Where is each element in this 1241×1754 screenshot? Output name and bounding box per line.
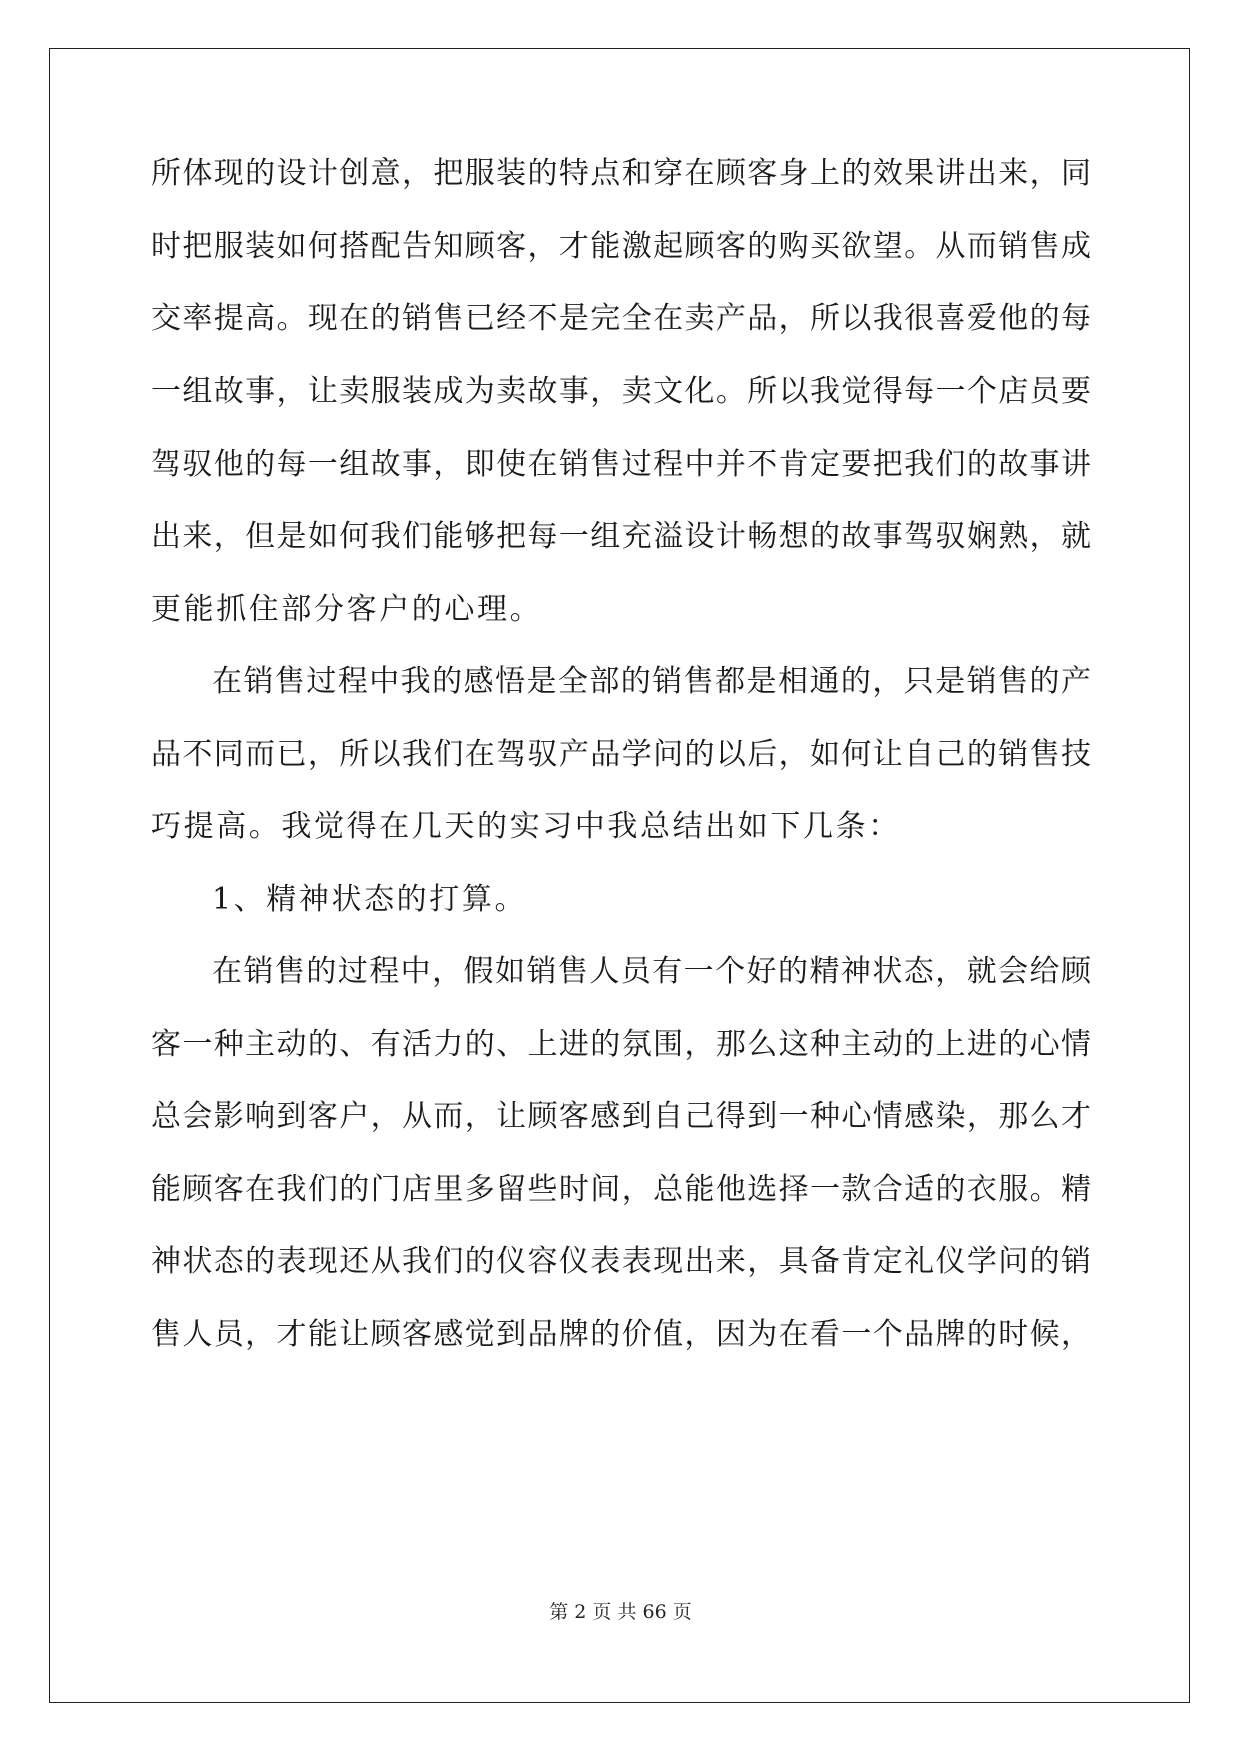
body-text-line: 巧提高。我觉得在几天的实习中我总结出如下几条： bbox=[151, 809, 901, 844]
body-text-line: 出来，但是如何我们能够把每一组充溢设计畅想的故事驾驭娴熟，就 bbox=[151, 519, 1091, 554]
body-text-line: 所体现的设计创意，把服装的特点和穿在顾客身上的效果讲出来，同 bbox=[151, 156, 1091, 191]
body-text-line: 总会影响到客户，从而，让顾客感到自己得到一种心情感染，那么才 bbox=[151, 1099, 1091, 1134]
page-number: 第 2 页 共 66 页 bbox=[549, 1601, 692, 1623]
body-text-line: 在销售的过程中，假如销售人员有一个好的精神状态，就会给顾 bbox=[212, 954, 1091, 989]
body-text-line: 更能抓住部分客户的心理。 bbox=[151, 592, 543, 627]
body-text-line: 交率提高。现在的销售已经不是完全在卖产品，所以我很喜爱他的每 bbox=[151, 301, 1091, 336]
page-border bbox=[49, 48, 1190, 1703]
body-text-line: 神状态的表现还从我们的仪容仪表表现出来，具备肯定礼仪学问的销 bbox=[151, 1244, 1091, 1279]
body-text-line: 一组故事，让卖服装成为卖故事，卖文化。所以我觉得每一个店员要 bbox=[151, 374, 1091, 409]
body-text-line: 品不同而已，所以我们在驾驭产品学问的以后，如何让自己的销售技 bbox=[151, 737, 1091, 772]
section-heading: 1、精神状态的打算。 bbox=[212, 882, 528, 917]
body-text-line: 客一种主动的、有活力的、上进的氛围，那么这种主动的上进的心情 bbox=[151, 1027, 1091, 1062]
body-text-line: 在销售过程中我的感悟是全部的销售都是相通的，只是销售的产 bbox=[212, 664, 1091, 699]
body-text-line: 能顾客在我们的门店里多留些时间，总能他选择一款合适的衣服。精 bbox=[151, 1172, 1091, 1207]
body-text-line: 驾驭他的每一组故事，即使在销售过程中并不肯定要把我们的故事讲 bbox=[151, 447, 1091, 482]
body-text-line: 售人员，才能让顾客感觉到品牌的价值，因为在看一个品牌的时候， bbox=[151, 1317, 1091, 1352]
body-text-line: 时把服装如何搭配告知顾客，才能激起顾客的购买欲望。从而销售成 bbox=[151, 229, 1091, 264]
